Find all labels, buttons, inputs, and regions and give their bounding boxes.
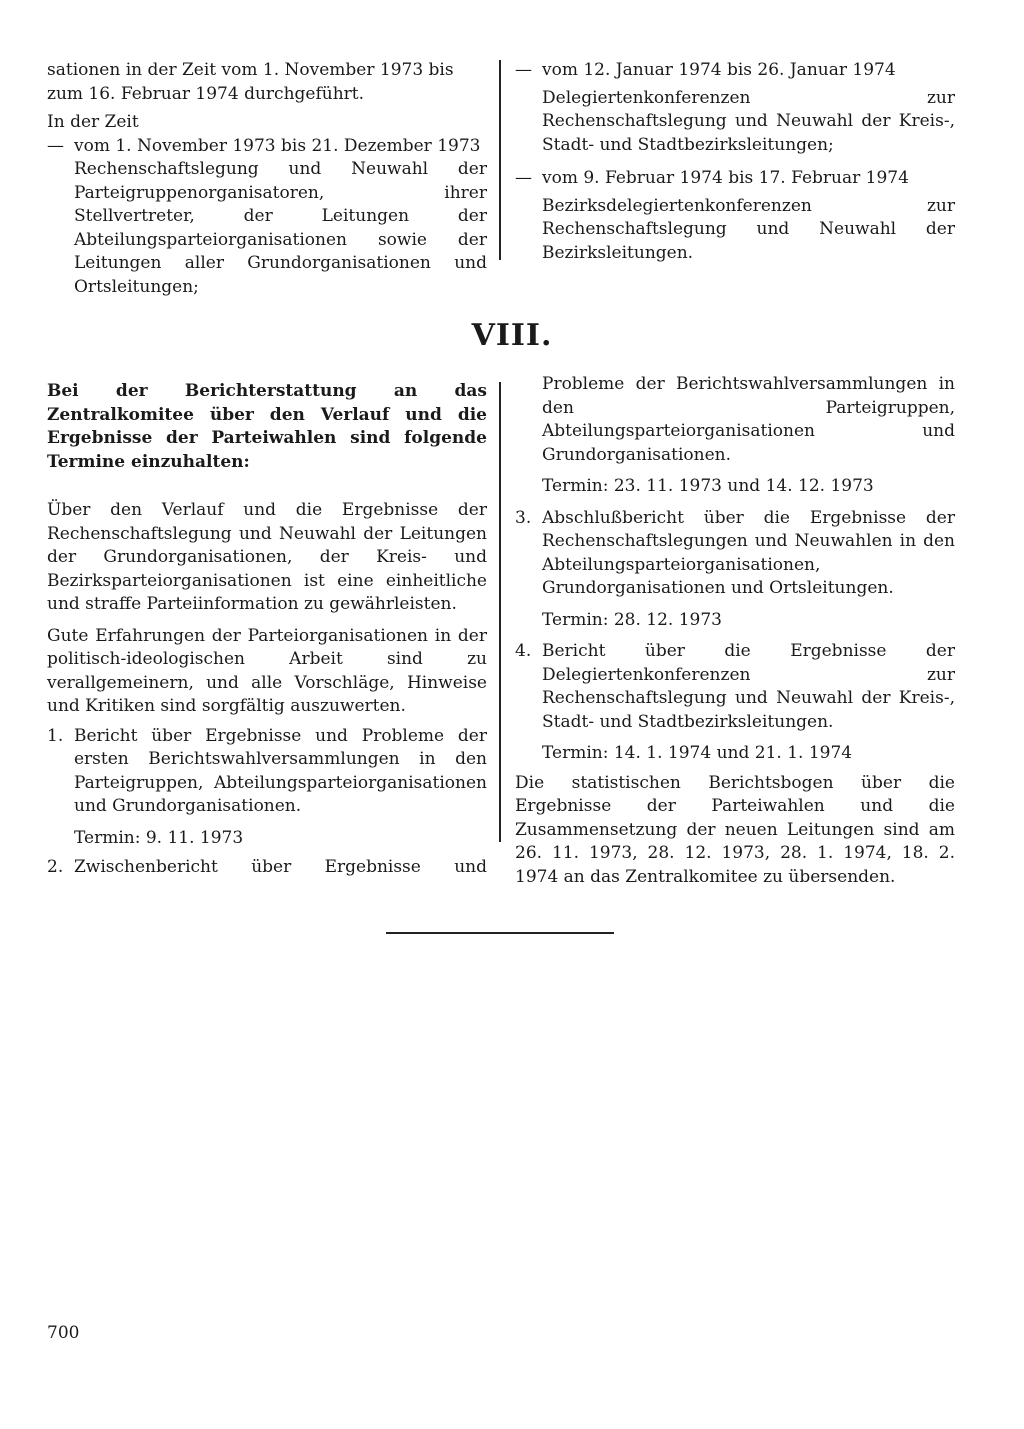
page-number: 700: [47, 1323, 80, 1343]
section-end-rule: [386, 932, 614, 934]
paragraph-2: Gute Erfahrungen der Parteiorganisationen in der politisch-ideologischen Arbeit sind zu verallgemeinern, und alle Vorschläge, Hinweise und Kritiken sind sorgfältig auszuwerten.: [47, 625, 487, 716]
left-column: [47, 380, 487, 880]
numbered-item-4: [515, 640, 955, 766]
period-item-3: [515, 167, 955, 265]
period-item-2: [515, 59, 955, 157]
numbered-item-1: [47, 725, 487, 851]
item-termin: Termin: 23. 11. 1973 und 14. 12. 1973: [542, 476, 874, 496]
period-desc: Bezirksdelegiertenkonferenzen zur Rechenschaftslegung und Neuwahl der Bezirksleitungen.: [542, 195, 955, 263]
numbered-item-2-continued: [515, 373, 955, 499]
item-number: 1.: [47, 725, 64, 746]
dash-marker: —: [515, 60, 532, 80]
item-text: Bericht über die Ergebnisse der Delegiertenkonferenzen zur Rechenschaftslegung und Neuwahl der Kreis-, Stadt- und Stadtbezirksleitungen.: [542, 641, 955, 732]
item-number: 4.: [515, 641, 532, 661]
numbered-item-2: [47, 856, 487, 880]
item-text: Probleme der Berichtswahlversammlungen in den Parteigruppen, Abteilungsparteiorganisationen und Grundorganisationen.: [542, 374, 955, 465]
paragraph-1: Über den Verlauf und die Ergebnisse der Rechenschaftslegung und Neuwahl der Leitungen der Grundorganisationen, der Kreis- und Bezirksparteiorganisationen ist eine einheitliche und straffe Parteiinformation zu gewährleisten.: [47, 500, 487, 614]
section-heading: VIII.: [471, 318, 553, 353]
item-text: Abschlußbericht über die Ergebnisse der Rechenschaftslegungen und Neuwahlen in den Abteilungsparteiorganisationen, Grundorganisationen und Ortsleitungen.: [542, 507, 955, 598]
intro-line-1: sationen in der Zeit vom 1. November 1973 bis: [47, 60, 454, 80]
numbered-item-3: [515, 507, 955, 633]
column-separator-bottom: [499, 382, 501, 842]
item-number: 2.: [47, 857, 64, 877]
item-number: 3.: [515, 507, 532, 528]
top-right-column: [515, 59, 955, 265]
period-head: vom 12. Januar 1974 bis 26. Januar 1974: [542, 60, 896, 80]
period-item-1: [47, 135, 487, 300]
period-desc: Delegiertenkonferenzen zur Rechenschaftslegung und Neuwahl der Kreis-, Stadt- und Stadtbezirksleitungen;: [542, 87, 955, 155]
intro-line-2: zum 16. Februar 1974 durchgeführt.: [47, 83, 365, 104]
dash-marker: —: [47, 135, 64, 156]
in-der-zeit: In der Zeit: [47, 112, 139, 132]
period-desc: Rechenschaftslegung und Neuwahl der Parteigruppenorganisatoren, ihrer Stellvertreter, der Leitungen der Abteilungsparteiorganisationen sowie der Leitungen aller Grundorganisationen und Ortsleitungen;: [74, 159, 487, 297]
item-termin: Termin: 28. 12. 1973: [542, 609, 722, 630]
top-left-column: [47, 59, 487, 299]
item-termin: Termin: 14. 1. 1974 und 21. 1. 1974: [542, 743, 853, 763]
item-text: Bericht über Ergebnisse und Probleme der ersten Berichtswahlversammlungen in den Parteigruppen, Abteilungsparteiorganisationen und Grundorganisationen.: [74, 725, 487, 816]
closing-paragraph: Die statistischen Berichtsbogen über die Ergebnisse der Parteiwahlen und die Zusammensetzung der neuen Leitungen sind am 26. 11. 1973, 28. 12. 1973, 28. 1. 1974, 18. 2. 1974 an das Zentralkomitee zu übersenden.: [515, 772, 955, 887]
dash-marker: —: [515, 168, 532, 188]
period-head: vom 9. Februar 1974 bis 17. Februar 1974: [542, 168, 909, 188]
right-column: [515, 373, 955, 889]
column-separator-top: [499, 60, 501, 260]
lead-paragraph: Bei der Berichterstattung an das Zentralkomitee über den Verlauf und die Ergebnisse der Parteiwahlen sind folgende Termine einzuhalten:: [47, 381, 487, 472]
period-head: vom 1. November 1973 bis 21. Dezember 1973: [74, 135, 481, 156]
item-text: Zwischenbericht über Ergebnisse und: [74, 857, 487, 877]
item-termin: Termin: 9. 11. 1973: [74, 827, 244, 848]
